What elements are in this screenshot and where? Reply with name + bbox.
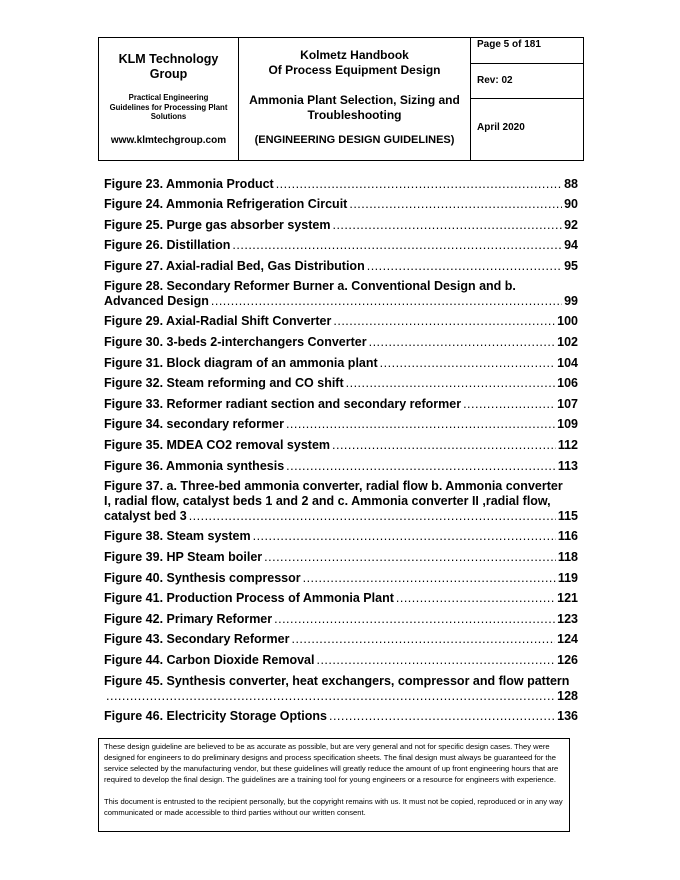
toc-entry[interactable]: [104, 314, 578, 329]
toc-entry-title: catalyst bed 3: [104, 509, 187, 523]
toc-entry-title: Figure 42. Primary Reformer: [104, 612, 273, 626]
dot-leader: [264, 550, 556, 565]
toc-entry[interactable]: [104, 376, 578, 391]
dot-leader: [286, 459, 556, 474]
toc-entry[interactable]: [104, 674, 578, 704]
toc-entry-title: Figure 26. Distillation: [104, 238, 231, 252]
toc-entry-page: 112: [557, 438, 578, 452]
title-block: [239, 38, 471, 160]
document-date: April 2020: [477, 122, 525, 133]
toc-entry[interactable]: [104, 397, 578, 412]
toc-entry-title: Figure 25. Purge gas absorber system: [104, 218, 331, 232]
handbook-title-line2: Of Process Equipment Design: [268, 63, 441, 77]
toc-entry-title: Figure 46. Electricity Storage Options: [104, 709, 327, 723]
company-name-line1: KLM Technology: [118, 52, 219, 66]
toc-entry-title: Figure 44. Carbon Dioxide Removal: [104, 653, 315, 667]
dot-leader: [274, 612, 555, 627]
toc-entry[interactable]: [104, 356, 578, 371]
dot-leader: [253, 529, 556, 544]
toc-entry-title-line1: Figure 37. a. Three-bed ammonia converter, radial flow b. Ammonia converter: [104, 479, 563, 493]
dot-leader: [333, 314, 555, 329]
toc-entry[interactable]: [104, 459, 578, 474]
toc-entry-page: 102: [557, 335, 578, 349]
toc-entry[interactable]: [104, 177, 578, 192]
company-name-line2: Group: [149, 67, 188, 81]
toc-entry-page: 121: [557, 591, 578, 605]
toc-entry-title: Figure 34. secondary reformer: [104, 417, 284, 431]
dot-leader: [106, 689, 555, 704]
toc-entry-title: Figure 40. Synthesis compressor: [104, 571, 301, 585]
dot-leader: [332, 218, 562, 233]
dot-leader: [346, 376, 556, 391]
toc-entry-page: 88: [564, 177, 578, 191]
dot-leader: [332, 438, 556, 453]
dot-leader: [316, 653, 555, 668]
dot-leader: [380, 356, 555, 371]
toc-entry-page: 95: [564, 259, 578, 273]
dot-leader: [291, 632, 555, 647]
document-header: [98, 37, 584, 161]
toc-entry-page: 90: [564, 197, 578, 211]
toc-entry-title: Advanced Design: [104, 294, 209, 308]
toc-entry-page: 119: [557, 571, 578, 585]
toc-entry[interactable]: [104, 279, 578, 309]
dot-leader: [286, 417, 555, 432]
dot-leader: [396, 591, 555, 606]
toc-entry[interactable]: [104, 632, 578, 647]
toc-entry-page: 109: [557, 417, 578, 431]
toc-entry-title-line2: I, radial flow, catalyst beds 1 and 2 and c. Ammonia converter II ,radial flow,: [104, 494, 551, 508]
toc-entry[interactable]: [104, 550, 578, 565]
toc-entry-title: Figure 32. Steam reforming and CO shift: [104, 376, 344, 390]
toc-entry-title-line1: Figure 45. Synthesis converter, heat exchangers, compressor and flow pattern: [104, 674, 570, 688]
disclaimer-box: [98, 738, 570, 832]
toc-entry-title: Figure 33. Reformer radiant section and secondary reformer: [104, 397, 462, 411]
toc-entry-title-line1: Figure 28. Secondary Reformer Burner a. Conventional Design and b.: [104, 279, 516, 293]
toc-entry-page: 123: [557, 612, 578, 626]
tagline-line3: Solutions: [150, 112, 187, 121]
toc-entry[interactable]: [104, 591, 578, 606]
toc-entry-title: Figure 36. Ammonia synthesis: [104, 459, 285, 473]
company-website: www.klmtechgroup.com: [110, 135, 227, 146]
toc-entry-page: 115: [557, 509, 578, 523]
document-info-block: [471, 38, 583, 160]
page-number: Page 5 of 181: [471, 38, 583, 64]
toc-entry-title: Figure 27. Axial-radial Bed, Gas Distribution: [104, 259, 365, 273]
dot-leader: [211, 294, 562, 309]
toc-entry[interactable]: [104, 709, 578, 724]
toc-entry[interactable]: [104, 571, 578, 586]
toc-entry-title: Figure 38. Steam system: [104, 529, 251, 543]
toc-entry[interactable]: [104, 653, 578, 668]
toc-entry-page: 113: [557, 459, 578, 473]
toc-entry-title: Figure 43. Secondary Reformer: [104, 632, 290, 646]
toc-entry-page: 126: [557, 653, 578, 667]
subject-title-line1: Ammonia Plant Selection, Sizing and: [249, 93, 460, 107]
toc-entry[interactable]: [104, 479, 578, 524]
toc-entry[interactable]: [104, 438, 578, 453]
dot-leader: [303, 571, 556, 586]
guideline-type: (ENGINEERING DESIGN GUIDELINES): [254, 134, 455, 146]
toc-entry[interactable]: [104, 335, 578, 350]
toc-entry[interactable]: [104, 417, 578, 432]
toc-entry-page: 104: [557, 356, 578, 370]
handbook-title-line1: Kolmetz Handbook: [300, 48, 409, 62]
toc-entry-page: 136: [557, 709, 578, 723]
toc-entry[interactable]: [104, 259, 578, 274]
dot-leader: [276, 177, 562, 192]
toc-entry-title: Figure 31. Block diagram of an ammonia plant: [104, 356, 378, 370]
toc-entry[interactable]: [104, 529, 578, 544]
toc-entry-title: Figure 39. HP Steam boiler: [104, 550, 263, 564]
toc-entry[interactable]: [104, 612, 578, 627]
toc-entry-title: Figure 23. Ammonia Product: [104, 177, 274, 191]
toc-entry-title: Figure 30. 3-beds 2-interchangers Converter: [104, 335, 367, 349]
copyright-text: This document is entrusted to the recipient personally, but the copyright remains with us. It must not be copied, reproduced or in any way communicated or made accessible to third parties without our written consent.: [104, 797, 563, 817]
company-block: [99, 38, 239, 160]
dot-leader: [189, 509, 556, 524]
toc-entry[interactable]: [104, 218, 578, 233]
toc-entry[interactable]: [104, 238, 578, 253]
toc-entry-page: 100: [557, 314, 578, 328]
toc-entry-title: Figure 29. Axial-Radial Shift Converter: [104, 314, 332, 328]
toc-entry-page: 128: [557, 689, 578, 703]
toc-entry-page: 116: [557, 529, 578, 543]
toc-entry[interactable]: [104, 197, 578, 212]
toc-entry-title: Figure 24. Ammonia Refrigeration Circuit: [104, 197, 348, 211]
dot-leader: [232, 238, 562, 253]
toc-entry-title: Figure 35. MDEA CO2 removal system: [104, 438, 331, 452]
tagline-line2: Guidelines for Processing Plant: [109, 102, 228, 112]
toc-entry-page: 106: [557, 376, 578, 390]
dot-leader: [463, 397, 555, 412]
toc-entry-page: 124: [557, 632, 578, 646]
toc-entry-page: 94: [564, 238, 578, 252]
subject-title-line2: Troubleshooting: [307, 108, 402, 122]
tagline-line1: Practical Engineering: [128, 93, 209, 102]
dot-leader: [329, 709, 555, 724]
revision: Rev: 02: [471, 64, 583, 99]
toc-entry-page: 99: [564, 294, 578, 308]
toc-entry-page: 118: [557, 550, 578, 564]
dot-leader: [349, 197, 562, 212]
dot-leader: [367, 259, 562, 274]
toc-entry-page: 92: [564, 218, 578, 232]
dot-leader: [369, 335, 556, 350]
toc-entry-page: 107: [557, 397, 578, 411]
disclaimer-text: These design guideline are believed to be as accurate as possible, but are very general and not for specific design cases. They were designed for engineers to do preliminary designs and process specification sheets. The final design must always be guaranteed for the service selected by the manufacturing vendor, but these guidelines will greatly reduce the amount of up front engineering hours that are required to develop the final design. The guidelines are a training tool for young engineers or a resource for engineers with experience.: [104, 742, 559, 784]
toc-entry-title: Figure 41. Production Process of Ammonia Plant: [104, 591, 394, 605]
